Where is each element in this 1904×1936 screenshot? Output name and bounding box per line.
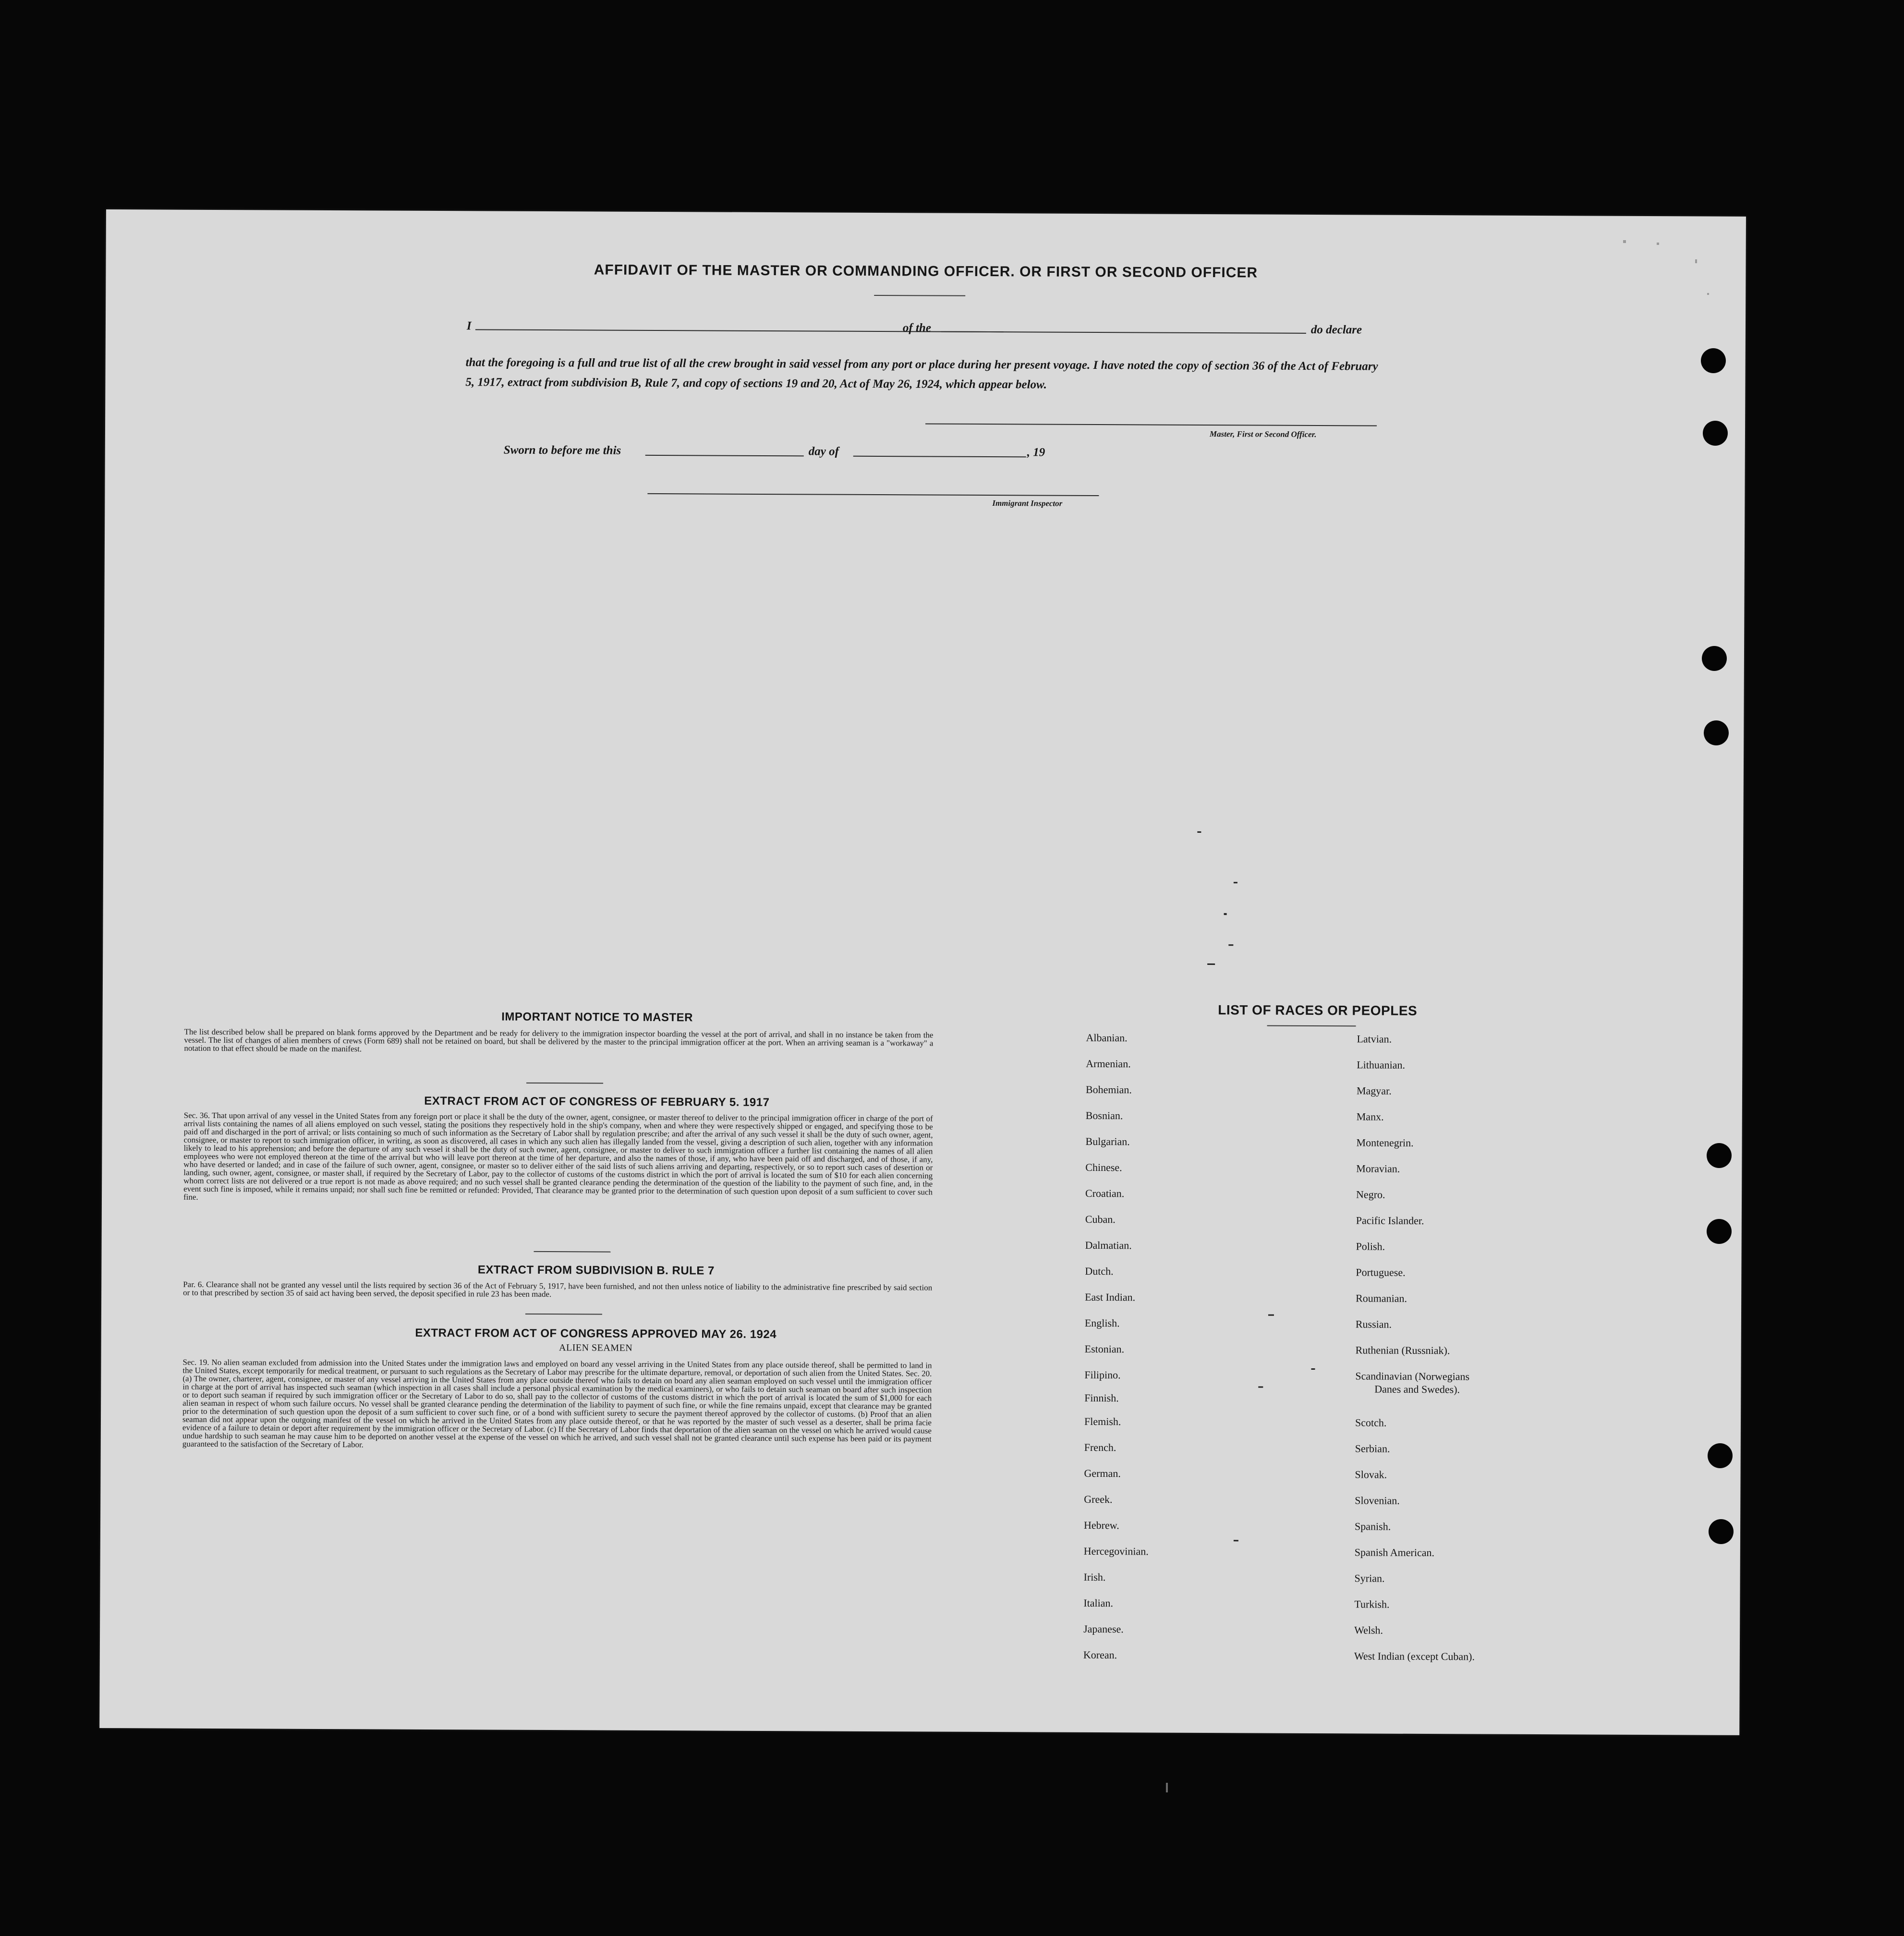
- dust-speck: [1657, 243, 1659, 245]
- race-right: Scotch.: [1355, 1416, 1387, 1429]
- race-left: Japanese.: [1083, 1622, 1124, 1635]
- affidavit-title: AFFIDAVIT OF THE MASTER OR COMMANDING OFFICER. OR FIRST OR SECOND OFFICER: [594, 262, 1258, 281]
- paper-speck: [1197, 831, 1201, 833]
- race-right: Magyar.: [1356, 1084, 1392, 1097]
- race-right: Welsh.: [1354, 1624, 1383, 1636]
- race-left: French.: [1084, 1441, 1116, 1454]
- extract-1924-title: EXTRACT FROM ACT OF CONGRESS APPROVED MAY 26. 1924: [415, 1326, 777, 1341]
- divider-1: [526, 1083, 603, 1084]
- paper-speck: [1228, 944, 1233, 946]
- race-right: Montenegrin.: [1356, 1136, 1414, 1149]
- race-left: Irish.: [1083, 1571, 1106, 1583]
- race-right: Syrian.: [1354, 1572, 1385, 1584]
- race-left: Bohemian.: [1085, 1083, 1132, 1096]
- race-right: Portuguese.: [1356, 1266, 1406, 1278]
- races-title: LIST OF RACES OR PEOPLES: [1218, 1002, 1418, 1018]
- binder-hole: [1703, 421, 1728, 446]
- paper-speck: [1234, 882, 1237, 883]
- race-left: Finnish.: [1084, 1391, 1119, 1404]
- signature-caption: Master, First or Second Officer.: [1209, 429, 1317, 439]
- race-right: Slovak.: [1355, 1468, 1387, 1481]
- extract-rule7-title: EXTRACT FROM SUBDIVISION B. RULE 7: [477, 1263, 715, 1278]
- binder-hole: [1707, 1219, 1732, 1244]
- race-right: Latvian.: [1357, 1033, 1392, 1045]
- paper-speck: [1258, 1386, 1263, 1388]
- extract-rule7-text: Par. 6. Clearance shall not be granted any vessel until the lists required by section 36 of the Act of February 5, 1917, have been furnished, and not then unless notice of liability to the administrative fine prescribed by said section or to that prescribed by section 35 of said act having been served, the deposit specified in rule 23 has been made.: [183, 1279, 933, 1299]
- races-divider: [1267, 1025, 1356, 1027]
- race-left: Korean.: [1083, 1648, 1117, 1661]
- race-left: Cuban.: [1085, 1213, 1116, 1226]
- affidavit-of-the: of the: [902, 321, 932, 335]
- paper-speck: [1207, 963, 1215, 965]
- race-right: Spanish American.: [1354, 1546, 1435, 1559]
- race-right: Roumanian.: [1356, 1292, 1407, 1304]
- race-left: Hebrew.: [1084, 1519, 1119, 1532]
- race-right: Manx.: [1356, 1110, 1384, 1123]
- notice-title: IMPORTANT NOTICE TO MASTER: [501, 1010, 693, 1024]
- race-right: Ruthenian (Russniak).: [1355, 1344, 1450, 1357]
- paper-speck: [1224, 913, 1227, 915]
- affidavit-i-label: I: [466, 319, 472, 333]
- binder-hole: [1704, 720, 1729, 745]
- extract-1917-text: Sec. 36. That upon arrival of any vessel in the United States from any foreign port or place it shall be the duty of the owner, agent, consignee, or master thereof to deliver to the principal immigration officer in charge of the port of arrival lists containing the names of all aliens employed on such vessel, stating the positions they respectively hold in the ship's company, when and where they were respectively shipped or engaged, and specifying those to be paid off and discharged in the port of arrival; or lists containing so much of such information as the Secretary of Labor shall by regulation prescribe; and after the arrival of any such vessel it shall be the duty of such owner, agent, consignee, or master to report to such immigration officer, in writing, as soon as discovered, all cases in which any such alien has illegally landed from the vessel, giving a description of such alien, together with any information likely to lead to his apprehension; and before the departure of any such vessel it shall be the duty of such owner, agent, consignee, or master to deliver to such immigration officer a further list containing the names of all alien employees who were not employed thereon at the time of the arrival but who will leave port thereon at the time of her departure, and also the names of those, if any, who have been paid off and discharged, and of those, if any, who have deserted or landed; and in case of the failure of such owner, agent, consignee, or master so to deliver either of the said lists of such aliens arriving and departing, respectively, or so to report such cases of desertion or landing, such owner, agent, consignee, or master shall, if required by the Secretary of Labor, pay to the collector of customs of the customs district in which the port of arrival is located the sum of $10 for each alien concerning whom correct lists are not delivered or a true report is not made as above required; and no such vessel shall be granted clearance pending the determination of the question of the liability to the payment of such fine, and, in the event such fine is imposed, while it remains unpaid; nor shall such fine be remitted or refunded: Provided, That clearance may be granted prior to the determination of such question upon deposit of a sum sufficient to cover such fine.: [183, 1110, 933, 1202]
- inspector-caption: Immigrant Inspector: [992, 499, 1063, 508]
- sworn-label: Sworn to before me this: [503, 443, 621, 457]
- race-right: Spanish.: [1355, 1520, 1391, 1533]
- dust-speck: [1695, 259, 1697, 263]
- race-left: Italian.: [1083, 1596, 1114, 1609]
- race-left: Filipino.: [1084, 1368, 1121, 1381]
- signature-line[interactable]: [925, 423, 1377, 426]
- divider-2: [534, 1251, 611, 1253]
- race-left: Bulgarian.: [1085, 1135, 1130, 1148]
- race-left: Albanian.: [1086, 1031, 1128, 1044]
- race-left: Dalmatian.: [1085, 1239, 1132, 1252]
- race-left: Hercegovinian.: [1083, 1545, 1149, 1558]
- race-right: Danes and Swedes).: [1374, 1383, 1460, 1396]
- inspector-line[interactable]: [647, 493, 1099, 496]
- binder-hole: [1702, 646, 1727, 671]
- race-right: Scandinavian (Norwegians: [1355, 1370, 1470, 1383]
- race-left: English.: [1084, 1316, 1120, 1329]
- day-of-label: day of: [808, 445, 839, 458]
- dust-speck: [1623, 240, 1626, 243]
- paper-speck: [1268, 1315, 1274, 1316]
- race-left: Armenian.: [1086, 1057, 1131, 1070]
- dust-speck: [1707, 293, 1709, 295]
- race-left: Dutch.: [1085, 1265, 1114, 1278]
- sworn-month-line[interactable]: [853, 456, 1026, 458]
- race-left: Estonian.: [1084, 1342, 1125, 1355]
- race-right: Polish.: [1356, 1240, 1385, 1253]
- form-sheet: [99, 209, 1746, 1735]
- dust-speck: [1166, 1783, 1168, 1792]
- affidavit-do-declare: do declare: [1310, 323, 1362, 337]
- alien-seamen-subtitle: ALIEN SEAMEN: [559, 1342, 633, 1353]
- race-left: Greek.: [1084, 1493, 1113, 1506]
- race-left: East Indian.: [1085, 1291, 1136, 1303]
- race-right: West Indian (except Cuban).: [1354, 1650, 1475, 1663]
- race-left: Chinese.: [1085, 1161, 1122, 1174]
- notice-text: The list described below shall be prepared on blank forms approved by the Department and be ready for delivery to the immigration inspector boarding the vessel at the port of arrival, and shall in no instance be taken from the vessel. The list of changes of alien members of crews (Form 689) shall not be retained on board, but shall be delivered by the master to the principal immigration officer at the port. When an arriving seaman is a "workaway" a notation to that effect should be made on the manifest.: [184, 1027, 934, 1054]
- race-right: Pacific Islander.: [1356, 1214, 1424, 1227]
- race-right: Russian.: [1355, 1318, 1392, 1330]
- race-right: Serbian.: [1355, 1442, 1390, 1455]
- affidavit-declaration: that the foregoing is a full and true list of all the crew brought in said vessel from any port or place during her present voyage. I have noted the copy of section 36 of the Act of February 5, 1917, extract from subdivision B, Rule 7, and copy of sections 19 and 20, Act of May 26, 1924, which appear below.: [465, 356, 1378, 391]
- race-left: Croatian.: [1085, 1187, 1125, 1200]
- extract-1917-title: EXTRACT FROM ACT OF CONGRESS OF FEBRUARY 5. 1917: [424, 1094, 770, 1109]
- race-right: Moravian.: [1356, 1162, 1400, 1175]
- race-right: Slovenian.: [1355, 1494, 1400, 1507]
- paper-speck: [1234, 1540, 1238, 1541]
- binder-hole: [1701, 348, 1726, 373]
- race-right: Lithuanian.: [1357, 1059, 1406, 1071]
- year-label: , 19: [1027, 446, 1045, 459]
- extract-1924-text: Sec. 19. No alien seaman excluded from admission into the United States under the immigration laws and employed on board any vessel arriving in the United States from any place outside thereof, shall be permitted to land in the United States, except temporarily for medical treatment, or pursuant to such regulations as the Secretary of Labor may prescribe for the ultimate departure, removal, or deportation of such alien from the United States. Sec. 20. (a) The owner, charterer, agent, consignee, or master of any vessel arriving in the United States from any place outside thereof who fails to detain on board any alien seaman employed on such vessel until the immigration officer in charge at the port of arrival has inspected such seaman (which inspection in all cases shall include a personal physical examination by the medical examiners), or who fails to detain such seaman on board after such inspection or to deport such seaman if required by such immigration officer or the Secretary of Labor to do so, shall pay to the collector of customs of the customs district in which the port of arrival is located the sum of $1,000 for each alien seaman in respect of whom such failure occurs. No vessel shall be granted clearance pending the determination of the liability to payment of such fine, or while the fine remains unpaid, except that clearance may be granted prior to the determination of such question upon the deposit of a sum sufficient to cover such fine, or of a bond with sufficient surety to secure the payment thereof approved by the collector of customs. (b) Proof that an alien seaman did not appear upon the outgoing manifest of the vessel on which he arrived in the United States from any place outside thereof, or that he was reported by the master of such vessel as a deserter, shall be prima facie evidence of a failure to detain or deport after requirement by the immigration officer or the Secretary of Labor. (c) If the Secretary of Labor finds that deportation of the alien seaman on the vessel on which he arrived would cause undue hardship to such seaman he may cause him to be deported on another vessel at the expense of the vessel on which he arrived, and such vessel shall not be granted clearance until such expense has been paid or its payment guaranteed to the satisfaction of the Secretary of Labor.: [182, 1357, 932, 1449]
- race-left: German.: [1084, 1467, 1121, 1480]
- race-left: Bosnian.: [1085, 1109, 1123, 1122]
- title-divider: [874, 295, 965, 296]
- sworn-day-line[interactable]: [645, 455, 804, 456]
- binder-hole: [1707, 1143, 1732, 1168]
- binder-hole: [1709, 1519, 1734, 1544]
- race-right: Turkish.: [1354, 1598, 1390, 1610]
- binder-hole: [1708, 1443, 1733, 1468]
- vessel-field-line[interactable]: [941, 331, 1306, 334]
- divider-3: [525, 1314, 602, 1315]
- paper-speck: [1311, 1368, 1315, 1370]
- race-left: Flemish.: [1084, 1415, 1121, 1428]
- race-right: Negro.: [1356, 1188, 1385, 1201]
